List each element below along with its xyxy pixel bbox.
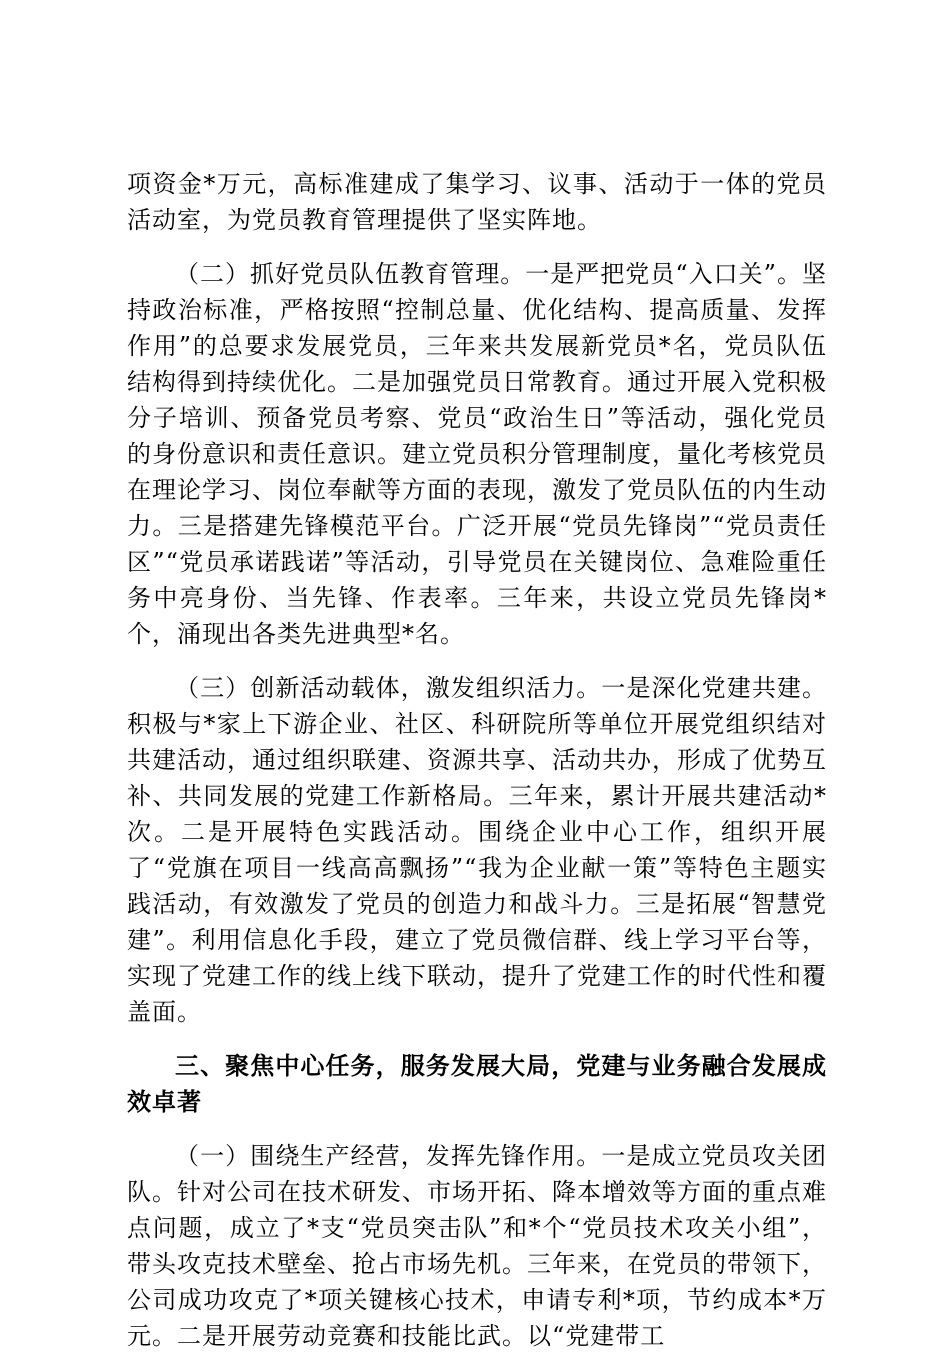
paragraph-section-3-1: （一）围绕生产经营，发挥先锋作用。一是成立党员攻关团队。针对公司在技术研发、市场开拓、降本增效等方面的重点难点问题，成立了*支“党员突击队”和*个“党员技术攻关小组”，带头攻克技术壁垒、抢占市场先机。三年来，在党员的带领下，公司成功攻克了*项关键核心技术，申请专利*项，节约成本*万元。二是开展劳动竞赛和技能比武。以“党建带工 [127,1142,827,1350]
section-heading-3: 三、聚焦中心任务，服务发展大局，党建与业务融合发展成效卓著 [127,1052,827,1116]
paragraph-continuation: 项资金*万元，高标准建成了集学习、议事、活动于一体的党员活动室，为党员教育管理提供了坚实阵地。 [127,170,827,234]
paragraph-spacer [127,238,827,256]
paragraph-spacer [127,1030,827,1048]
paragraph-section-2-2: （二）抓好党员队伍教育管理。一是严把党员“入口关”。坚持政治标准，严格按照“控制总量、优化结构、提高质量、发挥作用”的总要求发展党员，三年来共发展新党员*名，党员队伍结构得到持续优化。二是加强党员日常教育。通过开展入党积极分子培训、预备党员考察、党员“政治生日”等活动，强化党员的身份意识和责任意识。建立党员积分管理制度，量化考核党员在理论学习、岗位奉献等方面的表现，激发了党员队伍的内生动力。三是搭建先锋模范平台。广泛开展“党员先锋岗”“党员责任区”“党员承诺践诺”等活动，引导党员在关键岗位、急难险重任务中亮身份、当先锋、作表率。三年来，共设立党员先锋岗*个，涌现出各类先进典型*名。 [127,260,827,648]
paragraph-spacer [127,1120,827,1138]
document-body [127,166,827,1354]
paragraph-spacer [127,652,827,670]
paragraph-section-2-3: （三）创新活动载体，激发组织活力。一是深化党建共建。积极与*家上下游企业、社区、科研院所等单位开展党组织结对共建活动，通过组织联建、资源共享、活动共办，形成了优势互补、共同发展的党建工作新格局。三年来，累计开展共建活动*次。二是开展特色实践活动。围绕企业中心工作，组织开展了“党旗在项目一线高高飘扬”“我为企业献一策”等特色主题实践活动，有效激发了党员的创造力和战斗力。三是拓展“智慧党建”。利用信息化手段，建立了党员微信群、线上学习平台等，实现了党建工作的线上线下联动，提升了党建工作的时代性和覆盖面。 [127,674,827,1026]
